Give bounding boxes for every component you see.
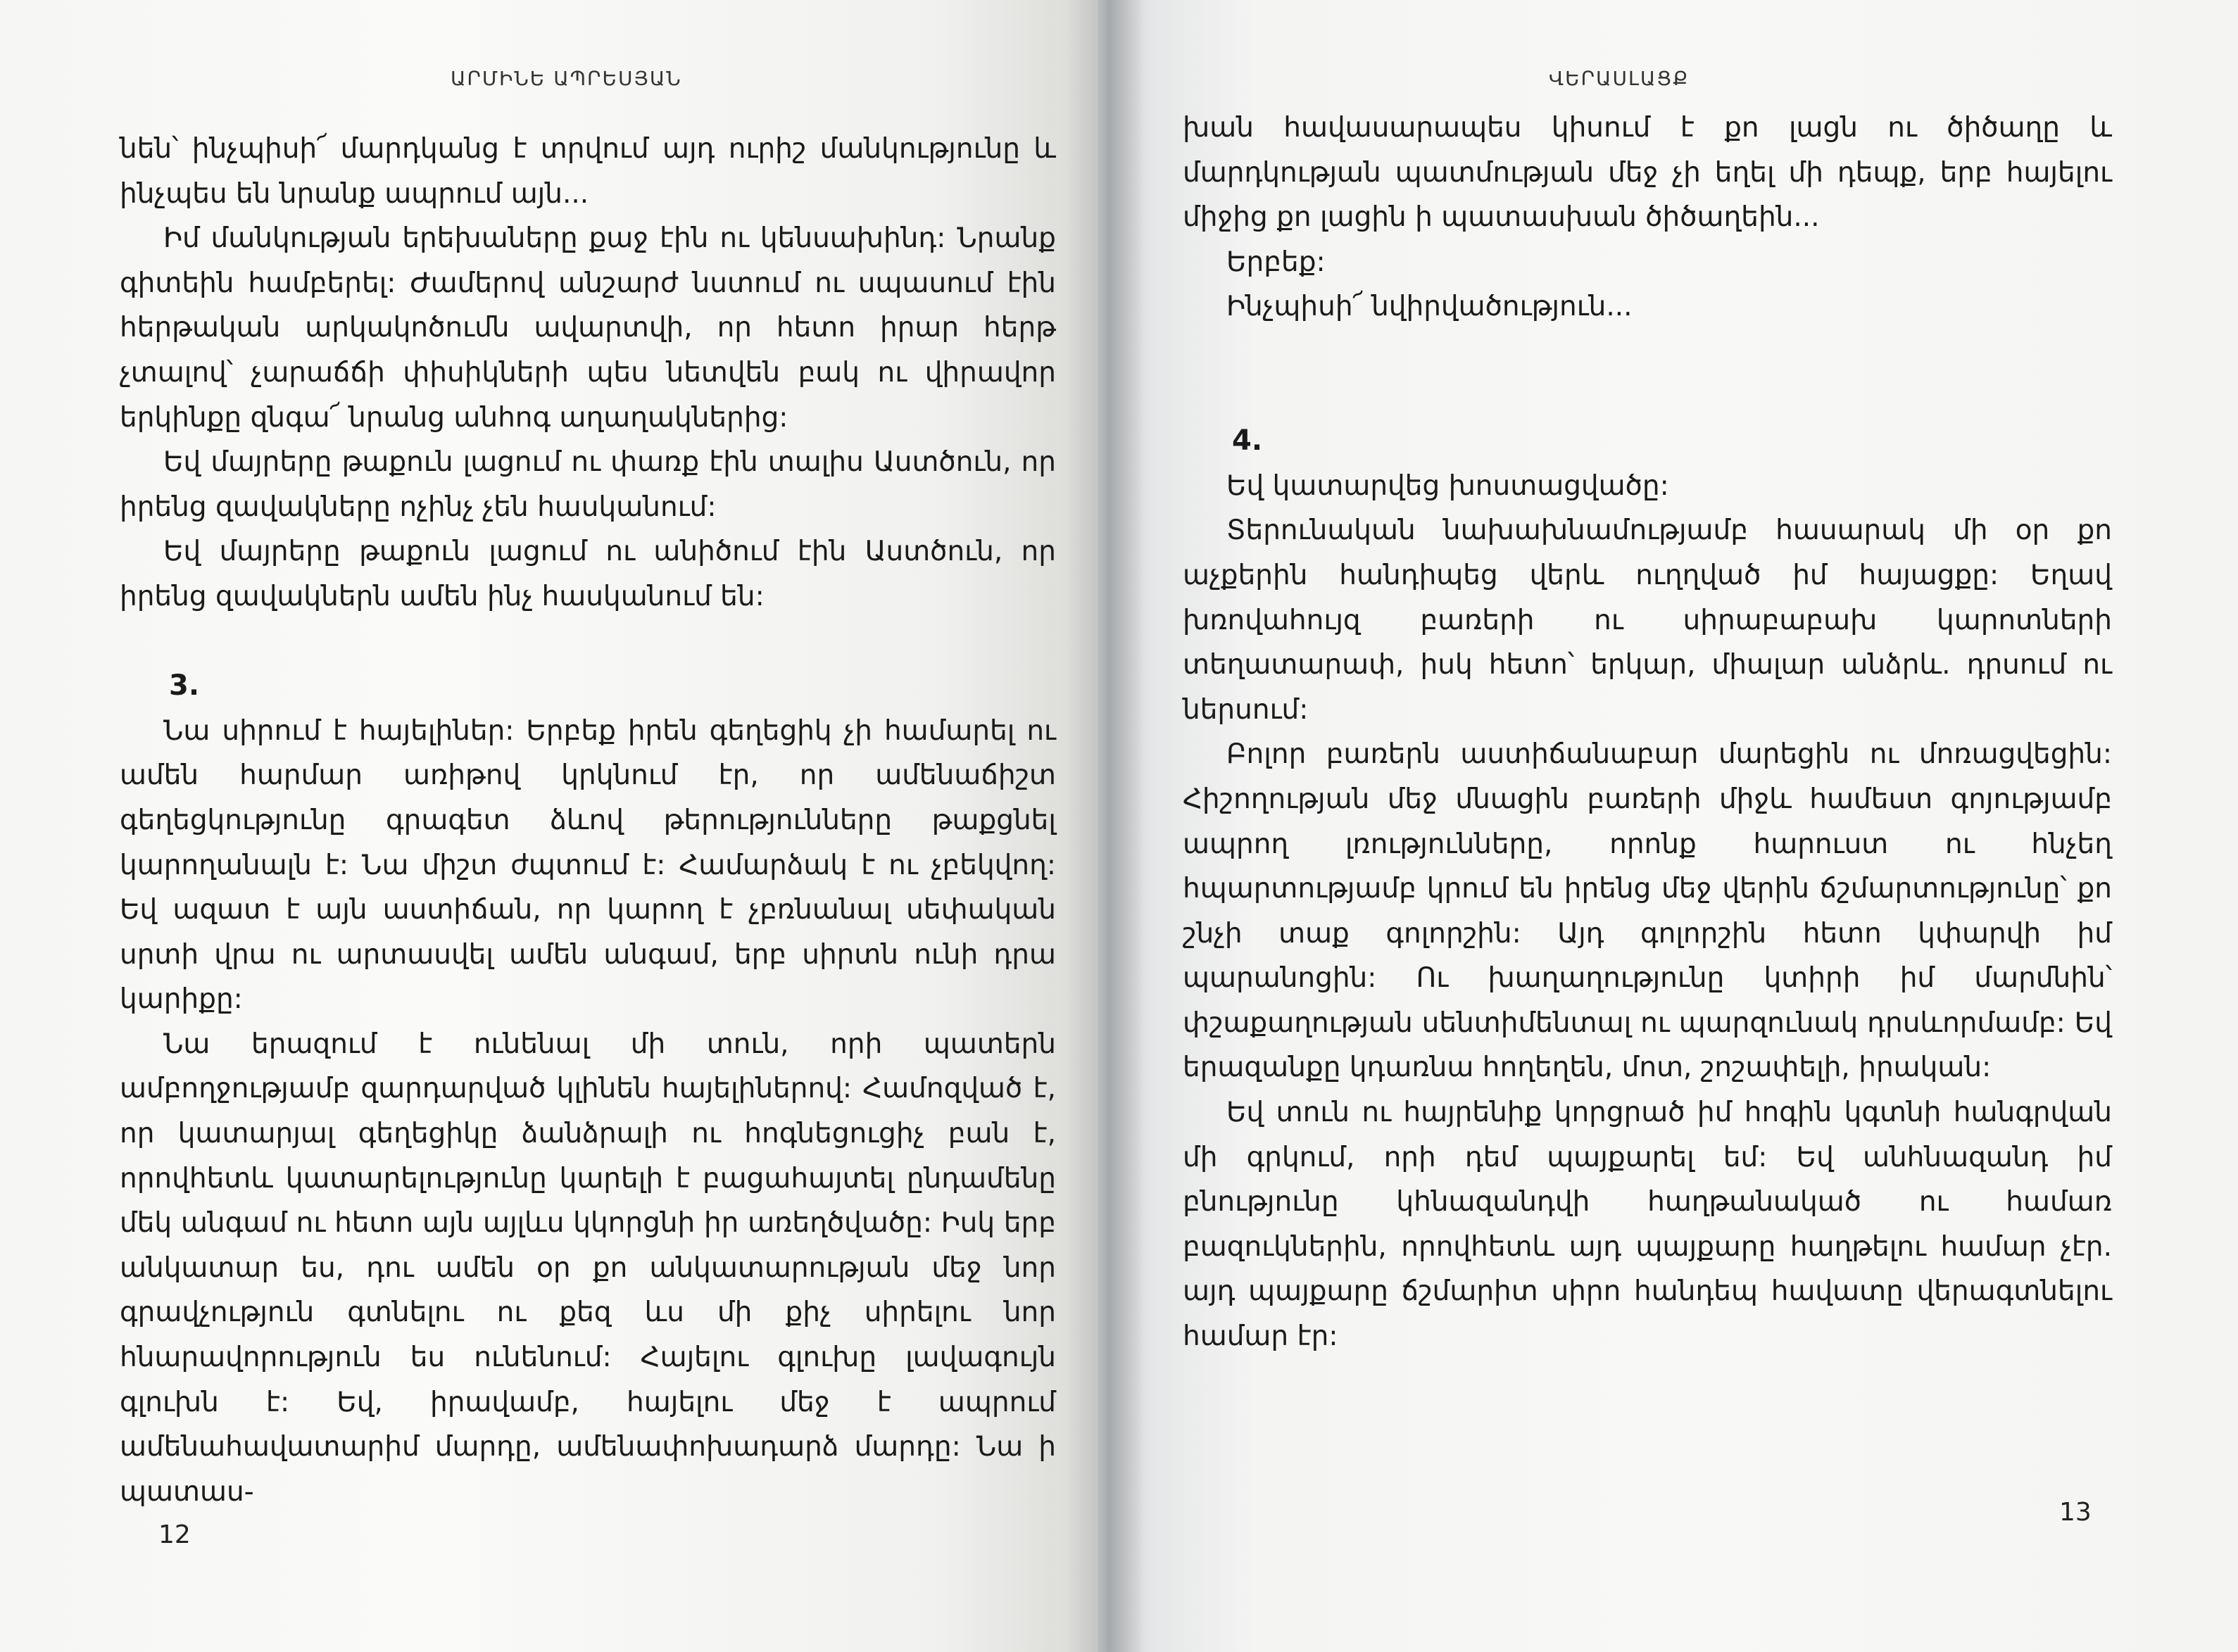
paragraph: Եվ մայրերը թաքուն լացում ու անիծում էին Աստծուն, որ իրենց զավակներն ամեն ինչ հասկանում են:	[120, 536, 1056, 612]
page-number: 13	[2059, 1498, 2092, 1527]
book-gutter-shadow	[1067, 0, 1144, 1652]
paragraph: Ինչպիսի՜ նվիրվածություն...	[1226, 291, 1633, 323]
left-page	[0, 0, 1098, 1652]
left-page-text	[120, 127, 1056, 1514]
paragraph: Բոլոր բառերն աստիճանաբար մարեցին ու մոռացվեցին: Հիշողության մեջ մնացին բառերի միջև համեստ գոյությամբ ապրող լռությունները, որոնք հարուստ ու հնչեղ հպարտությամբ կրում են իրենց մեջ վերին ճշմարտությունը՝ քո շնչի տաք գոլորշին: Այդ գոլորշին հետո կփարվի իմ պարանոցին: Ու խաղաղությունը կտիրի իմ մարմնին՝ փշաքաղության սենտիմենտալ ու պարզունակ դրսևորմամբ: Եվ երազանքը կդառնա հողեղեն, մոտ, շոշափելի, իրական:	[1183, 738, 2112, 1084]
running-head-title: ՎԵՐԱՍԼԱՑՔ	[1549, 67, 1690, 90]
paragraph: Եվ տուն ու հայրենիք կորցրած իմ հոգին կգտնի հանգրվան մի գրկում, որի դեմ պայքարել եմ: Եվ անհնազանդ իմ բնությունը կհնազանդվի հաղթանակած ու համառ բազուկներին, որովհետև այդ պայքարը հաղթելու համար չէր. այդ պայքարը ճշմարիտ սիրո հանդեպ հավատը վերագտնելու համար էր:	[1183, 1097, 2112, 1353]
paragraph: խան հավասարապես կիսում է քո լացն ու ծիծաղը և մարդկության պատմության մեջ չի եղել մի դեպք, երբ հայելու միջից քո լացին ի պատասխան ծիծաղեին...	[1183, 112, 2112, 234]
paragraph: Նա սիրում է հայելիներ: Երբեք իրեն գեղեցիկ չի համարել ու ամեն հարմար առիթով կրկնում էր, որ ամենաճիշտ գեղեցկությունը գրագետ ձևով թերությունները թաքցնել կարողանալն է: Նա միշտ ժպտում է: Համարձակ է ու չբեկվող: Եվ ազատ է այն աստիճան, որ կարող է չբռնանալ սեփական սրտի վրա ու արտասվել ամեն անգամ, երբ սիրտն ունի դրա կարիքը:	[120, 714, 1056, 1016]
paragraph: Եվ կատարվեց խոստացվածը:	[1226, 469, 1669, 502]
running-head-author: ԱՐՄԻՆԵ ԱՊՐԵՍՅԱՆ	[451, 67, 682, 90]
paragraph: նեն՝ ինչպիսի՜ մարդկանց է տրվում այդ ուրիշ մանկությունը և ինչպես են նրանք ապրում այն...	[120, 133, 1056, 210]
right-page	[1098, 0, 2238, 1652]
paragraph: Երբեք:	[1226, 246, 1326, 278]
section-number: 4.	[1232, 424, 1263, 458]
page-number: 12	[158, 1520, 191, 1549]
paragraph: Եվ մայրերը թաքուն լացում ու փառք էին տալիս Աստծուն, որ իրենց զավակները ոչինչ չեն հասկանում:	[120, 446, 1056, 523]
right-page-text	[1183, 106, 2112, 1359]
paragraph: Իմ մանկության երեխաները քաջ էին ու կենսախինդ: Նրանք գիտեին համբերել: Ժամերով անշարժ նստում ու սպասում էին հերթական արկակոծումն ավարտվի, որ հետո իրար հերթ չտալով՝ չարաճճի փիսիկների պես նետվեն բակ ու վիրավոր երկինքը զնգա՜ նրանց անհոգ աղաղակներից:	[120, 222, 1056, 434]
paragraph: Տերունական նախախնամությամբ հասարակ մի օր քո աչքերին հանդիպեց վերև ուղղված իմ հայացքը: Եղավ խռովահույզ բառերի ու սիրաբաբախ կարոտների տեղատարափ, իսկ հետո՝ երկար, միալար անձրև. դրսում ու ներսում:	[1183, 515, 2112, 726]
paragraph: Նա երազում է ունենալ մի տուն, որի պատերն ամբողջությամբ զարդարված կլինեն հայելիներով: Համոզված է, որ կատարյալ գեղեցիկը ձանձրալի ու հոգնեցուցիչ բան է, որովհետև կատարելությունը կարելի է բացահայտել ընդամենը մեկ անգամ ու հետո այն այլևս կկորցնի իր առեղծվածը: Իսկ երբ անկատար ես, դու ամեն օր քո անկատարության մեջ նոր գրավչություն գտնելու ու քեզ ևս մի քիչ սիրելու նոր հնարավորություն ես ունենում: Հայելու գլուխը լավագույն գլուխն է: Եվ, իրավամբ, հայելու մեջ է ապրում ամենահավատարիմ մարդը, ամենափոխադարձ մարդը: Նա ի պատաս-	[120, 1028, 1056, 1508]
section-number: 3.	[169, 669, 200, 702]
